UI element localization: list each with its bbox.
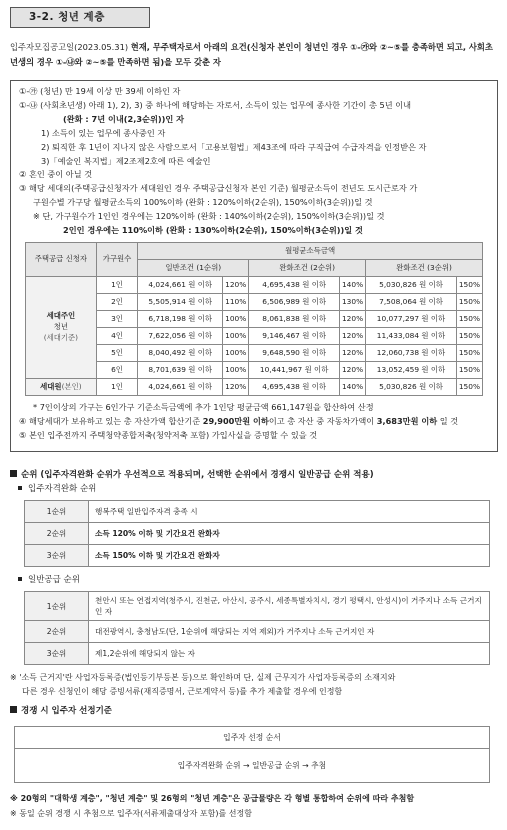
car-limit: 3,683만원 이하 xyxy=(376,415,438,426)
req-income-1: ③ 해당 세대의(주택공급신청자가 세대원인 경우 주택공급신청자 본인 기준) 월평균소득이 전년도 도시근로자 가 xyxy=(19,183,418,194)
selection-box-title: 입주자 선정 순서 xyxy=(15,727,490,749)
group-head-householder xyxy=(26,276,97,378)
cell-relax2-pct: 140% xyxy=(339,276,365,293)
cell-relax2-pct: 140% xyxy=(339,378,365,395)
th-income: 월평균소득금액 xyxy=(138,242,483,259)
table-row xyxy=(25,523,490,545)
cell-relax2-pct: 120% xyxy=(339,327,365,344)
cell-general: 4,024,661 원 이하 xyxy=(138,378,223,395)
group-head-member xyxy=(26,378,97,395)
assets-text-1: ④ 해당세대가 보유하고 있는 총 자산가액 합산기준 xyxy=(19,415,203,426)
cell-relax2-pct: 120% xyxy=(339,310,365,327)
selection-section xyxy=(10,704,500,821)
assets-limit: 29,900만원 이하 xyxy=(202,415,269,426)
cell-general: 8,040,492 원 이하 xyxy=(138,344,223,361)
th-members: 가구원수 xyxy=(96,242,137,276)
cell-general: 5,505,914 원 이하 xyxy=(138,293,223,310)
cell-relax2: 9,146,467 원 이하 xyxy=(249,327,340,344)
cell-general-pct: 110% xyxy=(223,293,249,310)
cell-general-pct: 100% xyxy=(223,327,249,344)
th-general: 일반조건 (1순위) xyxy=(138,259,249,276)
cell-relax2-pct: 130% xyxy=(339,293,365,310)
cell-relax3-pct: 150% xyxy=(456,276,482,293)
req-new-worker-relax: (완화 : 7년 이내(2,3순위))인 자 xyxy=(63,113,185,124)
req-savings: ⑤ 본인 입주전까지 주택청약종합저축(청약저축 포함) 가입사실을 증명할 수 있을 것 xyxy=(19,429,318,440)
income-base-note-2: 다른 경우 신청인이 해당 증빙서류(재직증명서, 근로계약서 등)를 추가 제출할 경우에 인정함 xyxy=(22,687,343,696)
table-row xyxy=(25,592,490,621)
cell-relax3: 5,030,826 원 이하 xyxy=(366,378,457,395)
th-relax2: 완화조건 (2순위) xyxy=(249,259,366,276)
th-relax3: 완화조건 (3순위) xyxy=(366,259,483,276)
cell-relax3: 5,030,826 원 이하 xyxy=(366,276,457,293)
footnote-1: ※ 20형의 "대학생 계층", "청년 계층" 및 26형의 "청년 계층"은 공급물량은 각 형별 통합하여 순위에 따라 추첨함 xyxy=(10,794,415,803)
cell-members: 4인 xyxy=(96,327,137,344)
priority-sub2: 일반공급 순위 xyxy=(10,573,500,587)
requirements-box xyxy=(10,80,498,452)
general-priority-table xyxy=(24,591,490,665)
req-youth: ①-㉮ (청년) 만 19세 이상 만 39세 이하인 자 xyxy=(19,86,181,96)
group2-line2: (본인) xyxy=(61,381,82,391)
cell-relax3-pct: 150% xyxy=(456,344,482,361)
footnote-2: ※ 동일 순위 경쟁 시 추첨으로 입주자(서류제출대상자 포함)를 선정함 xyxy=(10,809,252,818)
selection-box xyxy=(14,726,490,783)
desc-cell: 제1,2순위에 해당되지 않는 자 xyxy=(89,643,490,665)
selection-heading: 경쟁 시 입주자 선정기준 xyxy=(10,704,500,718)
cell-relax3-pct: 150% xyxy=(456,378,482,395)
req-item-1: 1) 소득이 있는 업무에 종사중인 자 xyxy=(41,127,166,138)
square-bullet-icon xyxy=(10,470,17,477)
req-unmarried: ② 혼인 중이 아닐 것 xyxy=(19,169,93,180)
cell-relax3-pct: 150% xyxy=(456,361,482,378)
cell-relax2-pct: 120% xyxy=(339,344,365,361)
req-item-2: 2) 퇴직한 후 1년이 지나지 않은 사람으로서「고용보험법」제43조에 따라 구직급여 수급자격을 인정받은 자 xyxy=(41,141,427,152)
group2-line1: 세대원 xyxy=(40,381,62,391)
table-row xyxy=(25,545,490,567)
assets-text-2: 이고 총 자산 중 자동차가액이 xyxy=(268,415,377,426)
cell-relax2: 8,061,838 원 이하 xyxy=(249,310,340,327)
relaxed-priority-table xyxy=(24,500,490,567)
req-assets xyxy=(19,415,489,429)
square-bullet-icon xyxy=(18,577,22,581)
group1-line1: 세대주인 xyxy=(46,311,76,321)
desc-cell: 행복주택 일반입주자격 충족 시 xyxy=(89,501,490,523)
desc-cell: 대전광역시, 충청남도(단, 1순위에 해당되는 지역 제외)가 거주지나 소득 근거지인 자 xyxy=(89,621,490,643)
desc-cell: 천안시 또는 연접지역(청주시, 진천군, 아산시, 공주시, 세종특별자치시, 경기 평택시, 안성시)이 거주지나 소득 근거지인 자 xyxy=(89,592,490,621)
intro-plain: 입주자모집공고일(2023.05.31) xyxy=(10,42,131,52)
square-bullet-icon xyxy=(18,486,22,490)
cell-general: 6,718,198 원 이하 xyxy=(138,310,223,327)
cell-general: 7,622,056 원 이하 xyxy=(138,327,223,344)
rank-cell: 3순위 xyxy=(25,643,89,665)
cell-general-pct: 120% xyxy=(223,378,249,395)
priority-heading: 순위 (입주자격완화 순위가 우선적으로 적용되며, 선택한 순위에서 경쟁시 일반공급 순위 적용) xyxy=(10,468,500,482)
cell-relax2: 10,441,967 원 이하 xyxy=(249,361,340,378)
cell-general-pct: 120% xyxy=(223,276,249,293)
cell-general-pct: 100% xyxy=(223,310,249,327)
cell-members: 6인 xyxy=(96,361,137,378)
priority-section xyxy=(10,468,500,699)
cell-members: 5인 xyxy=(96,344,137,361)
cell-relax2: 6,506,989 원 이하 xyxy=(249,293,340,310)
cell-relax3: 11,433,084 원 이하 xyxy=(366,327,457,344)
desc-cell: 소득 120% 이하 및 기간요건 완화자 xyxy=(89,523,490,545)
cell-members: 1인 xyxy=(96,378,137,395)
cell-members: 3인 xyxy=(96,310,137,327)
cell-relax2: 9,648,590 원 이하 xyxy=(249,344,340,361)
cell-general-pct: 100% xyxy=(223,361,249,378)
cell-relax3-pct: 150% xyxy=(456,310,482,327)
table-row xyxy=(26,276,483,293)
income-base-note-1: ※ '소득 근거지'란 사업자등록증(법인등기부등본 등)으로 확인하며 단, 실제 근무지가 사업자등록증의 소재지와 xyxy=(10,673,396,682)
group1-line2: 청년 xyxy=(53,322,69,332)
cell-general-pct: 100% xyxy=(223,344,249,361)
desc-cell: 소득 150% 이하 및 기간요건 완화자 xyxy=(89,545,490,567)
cell-relax3: 13,052,459 원 이하 xyxy=(366,361,457,378)
section-title: 3-2. 청년 계층 xyxy=(10,7,150,28)
cell-relax3: 7,508,064 원 이하 xyxy=(366,293,457,310)
income-table xyxy=(25,242,483,396)
req-item-3: 3)「예술인 복지법」제2조제2호에 따른 예술인 xyxy=(41,155,211,166)
req-income-note-2: 2인인 경우에는 110%이하 (완화 : 130%이하(2순위), 150%이하(3순위))일 것 xyxy=(63,225,363,236)
cell-relax2-pct: 120% xyxy=(339,361,365,378)
req-new-worker: ①-㉯ (사회초년생) 아래 1), 2), 3) 중 하나에 해당하는 자로서, 소득이 있는 업무에 종사한 기간이 총 5년 이내 xyxy=(19,99,412,110)
intro-paragraph xyxy=(10,40,498,69)
square-bullet-icon xyxy=(10,706,17,713)
table-row xyxy=(25,643,490,665)
cell-relax3: 12,060,738 원 이하 xyxy=(366,344,457,361)
table-row xyxy=(25,621,490,643)
priority-sub1: 입주자격완화 순위 xyxy=(10,482,500,496)
assets-text-3: 일 것 xyxy=(437,415,459,426)
cell-relax3-pct: 150% xyxy=(456,293,482,310)
rank-cell: 3순위 xyxy=(25,545,89,567)
cell-general: 4,024,661 원 이하 xyxy=(138,276,223,293)
th-target: 주택공급 신청자 xyxy=(26,242,97,276)
rank-cell: 2순위 xyxy=(25,523,89,545)
req-income-note-1: ※ 단, 가구원수가 1인인 경우에는 120%이하 (완화 : 140%이하(2순위), 150%이하(3순위))일 것 xyxy=(33,211,385,222)
table-row xyxy=(25,501,490,523)
req-income-2: 구원수별 가구당 월평균소득의 100%이하 (완화 : 120%이하(2순위), 150%이하(3순위))일 것 xyxy=(33,197,373,208)
intro-bold: 현재, 무주택자로서 아래의 요건(신청자 본인이 청년인 경우 ①-㉮와 ②~⑤를 충족하면 되고, 사회초년생의 경우 ①-㉯와 ②~⑤를 만족하면 됨)을 모두 갖춘 자 xyxy=(10,42,493,67)
rank-cell: 1순위 xyxy=(25,592,89,621)
cell-general: 8,701,639 원 이하 xyxy=(138,361,223,378)
cell-relax3-pct: 150% xyxy=(456,327,482,344)
cell-relax2: 4,695,438 원 이하 xyxy=(249,276,340,293)
rank-cell: 1순위 xyxy=(25,501,89,523)
cell-members: 1인 xyxy=(96,276,137,293)
rank-cell: 2순위 xyxy=(25,621,89,643)
table-row xyxy=(26,378,483,395)
cell-relax2: 4,695,438 원 이하 xyxy=(249,378,340,395)
cell-members: 2인 xyxy=(96,293,137,310)
note-seven-plus: * 7인이상의 가구는 6인가구 기준소득금액에 추가 1인당 평균금액 661,147원을 합산하여 산정 xyxy=(33,401,374,412)
cell-relax3: 10,077,297 원 이하 xyxy=(366,310,457,327)
selection-box-flow: 입주자격완화 순위 → 일반공급 순위 → 추첨 xyxy=(15,749,490,783)
group1-line3: (세대기준) xyxy=(43,332,79,342)
